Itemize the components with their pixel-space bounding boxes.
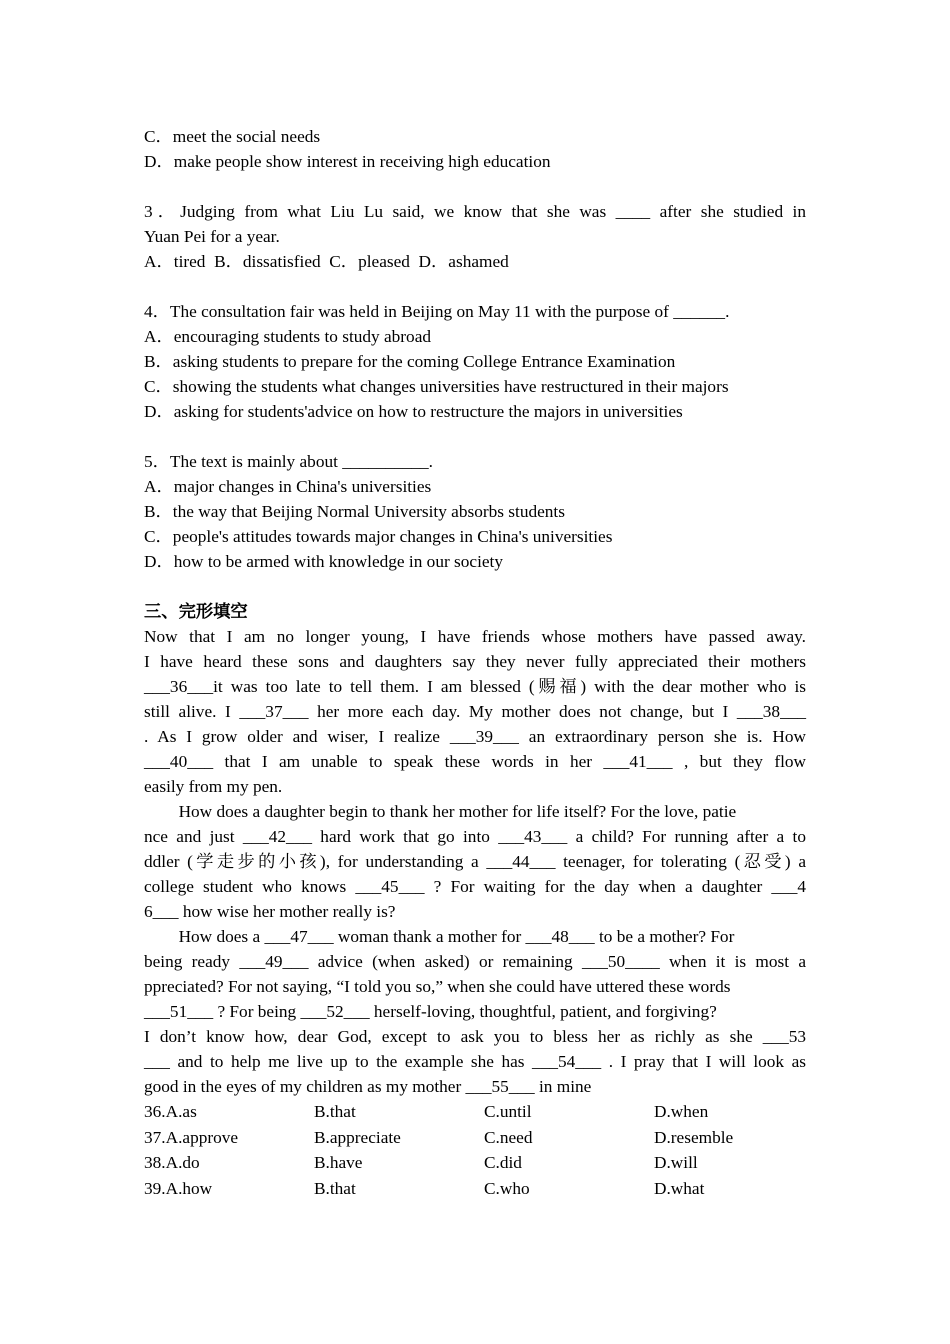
passage-line: How does a ___47___ woman thank a mother for ___48___ to be a mother? For <box>144 927 735 946</box>
passage-line: How does a daughter begin to thank her mother for life itself? For the love, patie <box>144 802 737 821</box>
q5-option-b: B．the way that Beijing Normal University absorbs students <box>144 502 565 521</box>
cloze-heading: 三、完形填空 <box>144 602 248 621</box>
choice-38-a: 38.A.do <box>144 1153 200 1172</box>
cloze-passage <box>144 624 806 1099</box>
passage-line: ___36___it was too late to tell them. I am blessed (赐福) with the dear mother who is <box>144 677 806 696</box>
choice-36-c: C.until <box>484 1102 532 1121</box>
choice-39-b: B.that <box>314 1178 356 1198</box>
passage-line: nce and just ___42___ hard work that go into ___43___ a child? For running after a to <box>144 827 806 846</box>
choice-38-b: B.have <box>314 1153 363 1172</box>
passage-line: 6___ how wise her mother really is? <box>144 902 396 921</box>
q5-stem: 5．The text is mainly about __________. <box>144 452 433 471</box>
q4-option-b: B．asking students to prepare for the coming College Entrance Examination <box>144 352 676 371</box>
choice-39-d: D.what <box>654 1178 705 1198</box>
q4-stem: 4．The consultation fair was held in Beijing on May 11 with the purpose of ______. <box>144 302 730 321</box>
choice-37-b: B.appreciate <box>314 1127 401 1147</box>
passage-line: college student who knows ___45___ ? For waiting for the day when a daughter ___4 <box>144 877 806 896</box>
q4-option-d: D．asking for students'advice on how to restructure the majors in universities <box>144 402 683 421</box>
passage-line: still alive. I ___37___ her more each day. My mother does not change, but I ___38___ <box>144 702 806 721</box>
choice-39-c: C.who <box>484 1178 530 1198</box>
q2-option-c: C．meet the social needs <box>144 127 321 146</box>
passage-line: ___ and to help me live up to the example she has ___54___ . I pray that I will look as <box>144 1052 806 1071</box>
passage-line: ___51___ ? For being ___52___ herself-loving, thoughtful, patient, and forgiving? <box>144 1002 717 1021</box>
passage-line: ___40___ that I am unable to speak these words in her ___41___ , but they flow <box>144 752 806 771</box>
q3-stem-line1: 3．Judging from what Liu Lu said, we know that she was ____ after she studied in <box>144 202 806 221</box>
passage-line: being ready ___49___ advice (when asked) or remaining ___50____ when it is most a <box>144 952 806 971</box>
q4-option-a: A．encouraging students to study abroad <box>144 327 432 346</box>
q3-options: A．tired B．dissatisfied C．pleased D．ashamed <box>144 252 509 271</box>
passage-line: . As I grow older and wiser, I realize ___39___ an extraordinary person she is. How <box>144 727 806 746</box>
passage-line: ppreciated? For not saying, “I told you so,” when she could have uttered these words <box>144 977 731 996</box>
choice-37-d: D.resemble <box>654 1127 734 1147</box>
cloze-choices <box>144 1099 806 1201</box>
q5-option-d: D．how to be armed with knowledge in our society <box>144 552 503 571</box>
passage-line: Now that I am no longer young, I have friends whose mothers have passed away. <box>144 627 806 646</box>
q5-option-a: A．major changes in China's universities <box>144 477 432 496</box>
choice-38-d: D.will <box>654 1153 698 1172</box>
choice-37-c: C.need <box>484 1127 533 1147</box>
choice-36-d: D.when <box>654 1102 709 1121</box>
choice-36-a: 36.A.as <box>144 1102 197 1121</box>
q4-option-c: C．showing the students what changes universities have restructured in their majors <box>144 377 729 396</box>
choice-39-a: 39.A.how <box>144 1178 213 1198</box>
choice-36-b: B.that <box>314 1102 356 1121</box>
q2-option-d: D．make people show interest in receiving high education <box>144 152 551 171</box>
q3-stem-line2: Yuan Pei for a year. <box>144 227 280 246</box>
passage-line: good in the eyes of my children as my mother ___55___ in mine <box>144 1077 592 1096</box>
exam-page <box>144 124 806 1201</box>
choice-37-a: 37.A.approve <box>144 1127 239 1147</box>
choice-38-c: C.did <box>484 1153 522 1172</box>
q5-option-c: C．people's attitudes towards major changes in China's universities <box>144 527 613 546</box>
passage-line: I don’t know how, dear God, except to ask you to bless her as richly as she ___53 <box>144 1027 806 1046</box>
passage-line: I have heard these sons and daughters say they never fully appreciated their mothers <box>144 652 806 671</box>
passage-line: easily from my pen. <box>144 777 283 796</box>
passage-line: ddler (学走步的小孩), for understanding a ___44___ teenager, for tolerating (忍受) a <box>144 852 806 871</box>
